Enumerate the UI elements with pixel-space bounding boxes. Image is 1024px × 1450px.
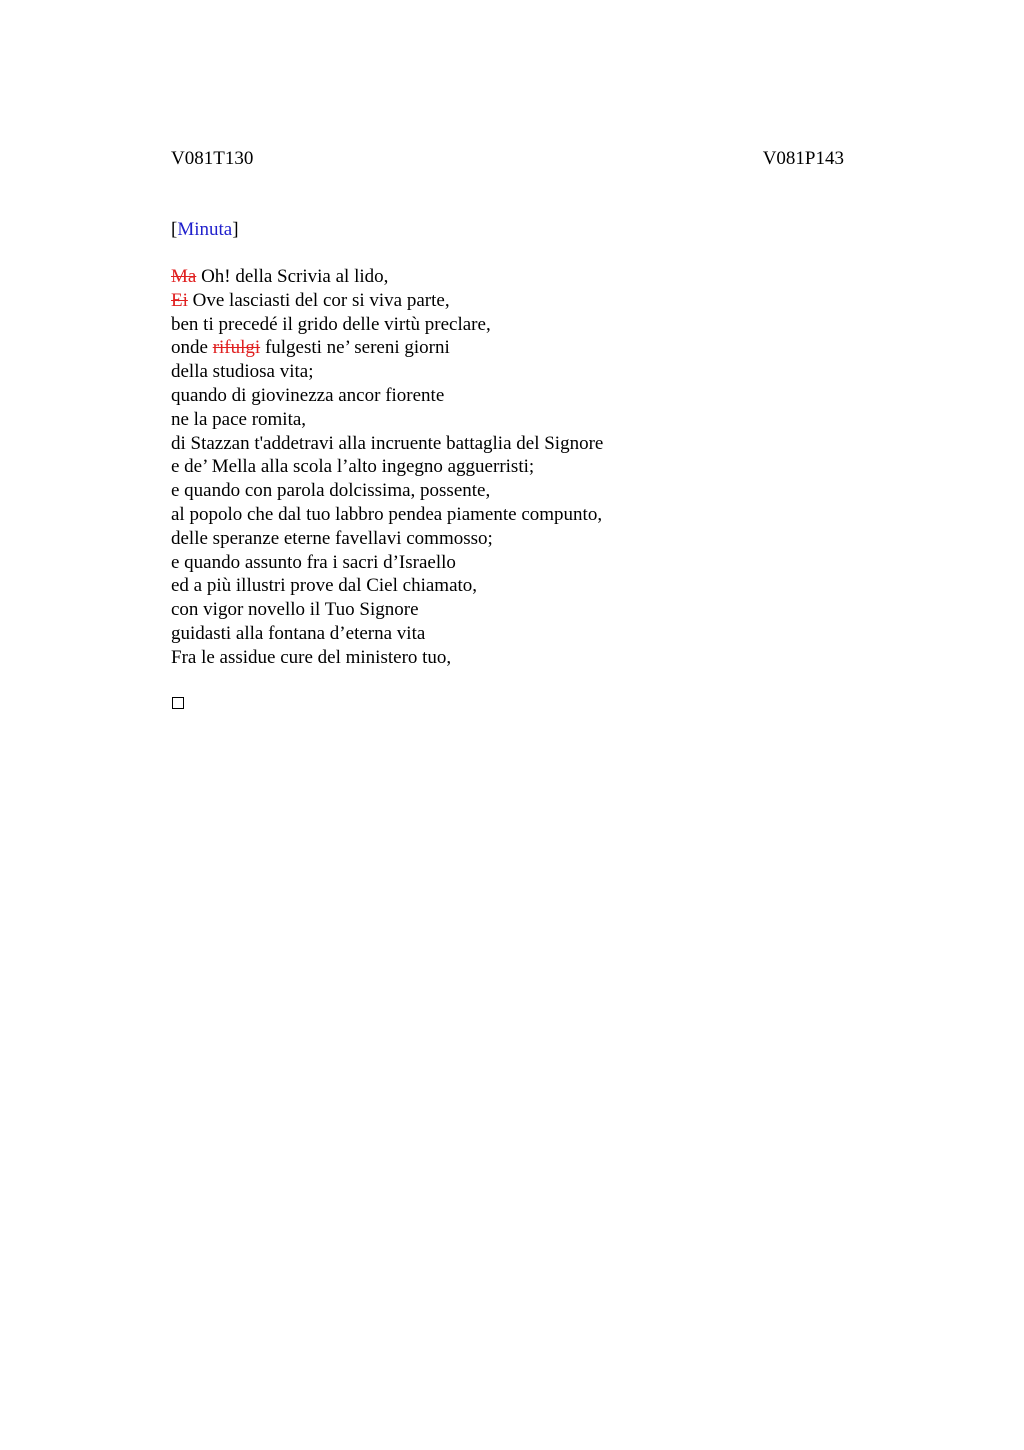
document-code: V081T130 [171, 148, 254, 169]
poem-line [171, 360, 871, 384]
poem-line [171, 479, 871, 503]
poem-line [171, 289, 871, 313]
poem-line [171, 646, 871, 670]
poem-text [171, 265, 871, 670]
line-text: al popolo che dal tuo labbro pendea piamente compunto, [171, 503, 603, 525]
poem-line [171, 551, 871, 575]
poem-line [171, 455, 871, 479]
line-text: Ove lasciasti del cor si viva parte, [187, 289, 450, 311]
deleted-word: Ma [171, 266, 197, 287]
open-bracket: [ [171, 219, 178, 240]
close-bracket: ] [232, 219, 239, 240]
page-header [171, 147, 844, 171]
poem-line [171, 574, 871, 598]
poem-line [171, 622, 871, 646]
line-text: con vigor novello il Tuo Signore [171, 599, 419, 621]
line-text: fulgesti ne’ sereni giorni [260, 337, 450, 359]
poem-line [171, 265, 871, 289]
poem-line [171, 432, 871, 456]
deleted-word: Ei [171, 289, 188, 311]
line-text: e quando assunto fra i sacri d’Israello [171, 551, 456, 573]
line-text: ben ti precedé il grido delle virtù preclare, [171, 313, 491, 335]
poem-line [171, 313, 871, 337]
poem-line [171, 336, 871, 360]
line-text-before: onde [171, 337, 213, 359]
line-text: della studiosa vita; [171, 361, 314, 383]
line-text: guidasti alla fontana d’eterna vita [171, 622, 426, 644]
poem-line [171, 598, 871, 622]
empty-square-icon [172, 697, 184, 709]
line-text: Oh! della Scrivia al lido, [196, 266, 389, 287]
page-code: V081P143 [762, 148, 844, 169]
poem-line [171, 527, 871, 551]
line-text: e de’ Mella alla scola l’alto ingegno agguerristi; [171, 456, 535, 478]
poem-line [171, 408, 871, 432]
poem-line [171, 384, 871, 408]
line-text: delle speranze eterne favellavi commosso; [171, 527, 493, 549]
line-text: ne la pace romita, [171, 408, 307, 430]
line-text: Fra le assidue cure del ministero tuo, [171, 646, 452, 668]
deleted-word: rifulgi [212, 337, 261, 359]
minuta-label: Minuta [177, 219, 233, 240]
section-label [171, 218, 239, 242]
line-text: di Stazzan t'addetravi alla incruente battaglia del Signore [171, 432, 604, 454]
line-text: quando di giovinezza ancor fiorente [171, 384, 445, 406]
line-text: ed a più illustri prove dal Ciel chiamato, [171, 575, 478, 597]
poem-line [171, 503, 871, 527]
line-text: e quando con parola dolcissima, possente, [171, 480, 491, 502]
